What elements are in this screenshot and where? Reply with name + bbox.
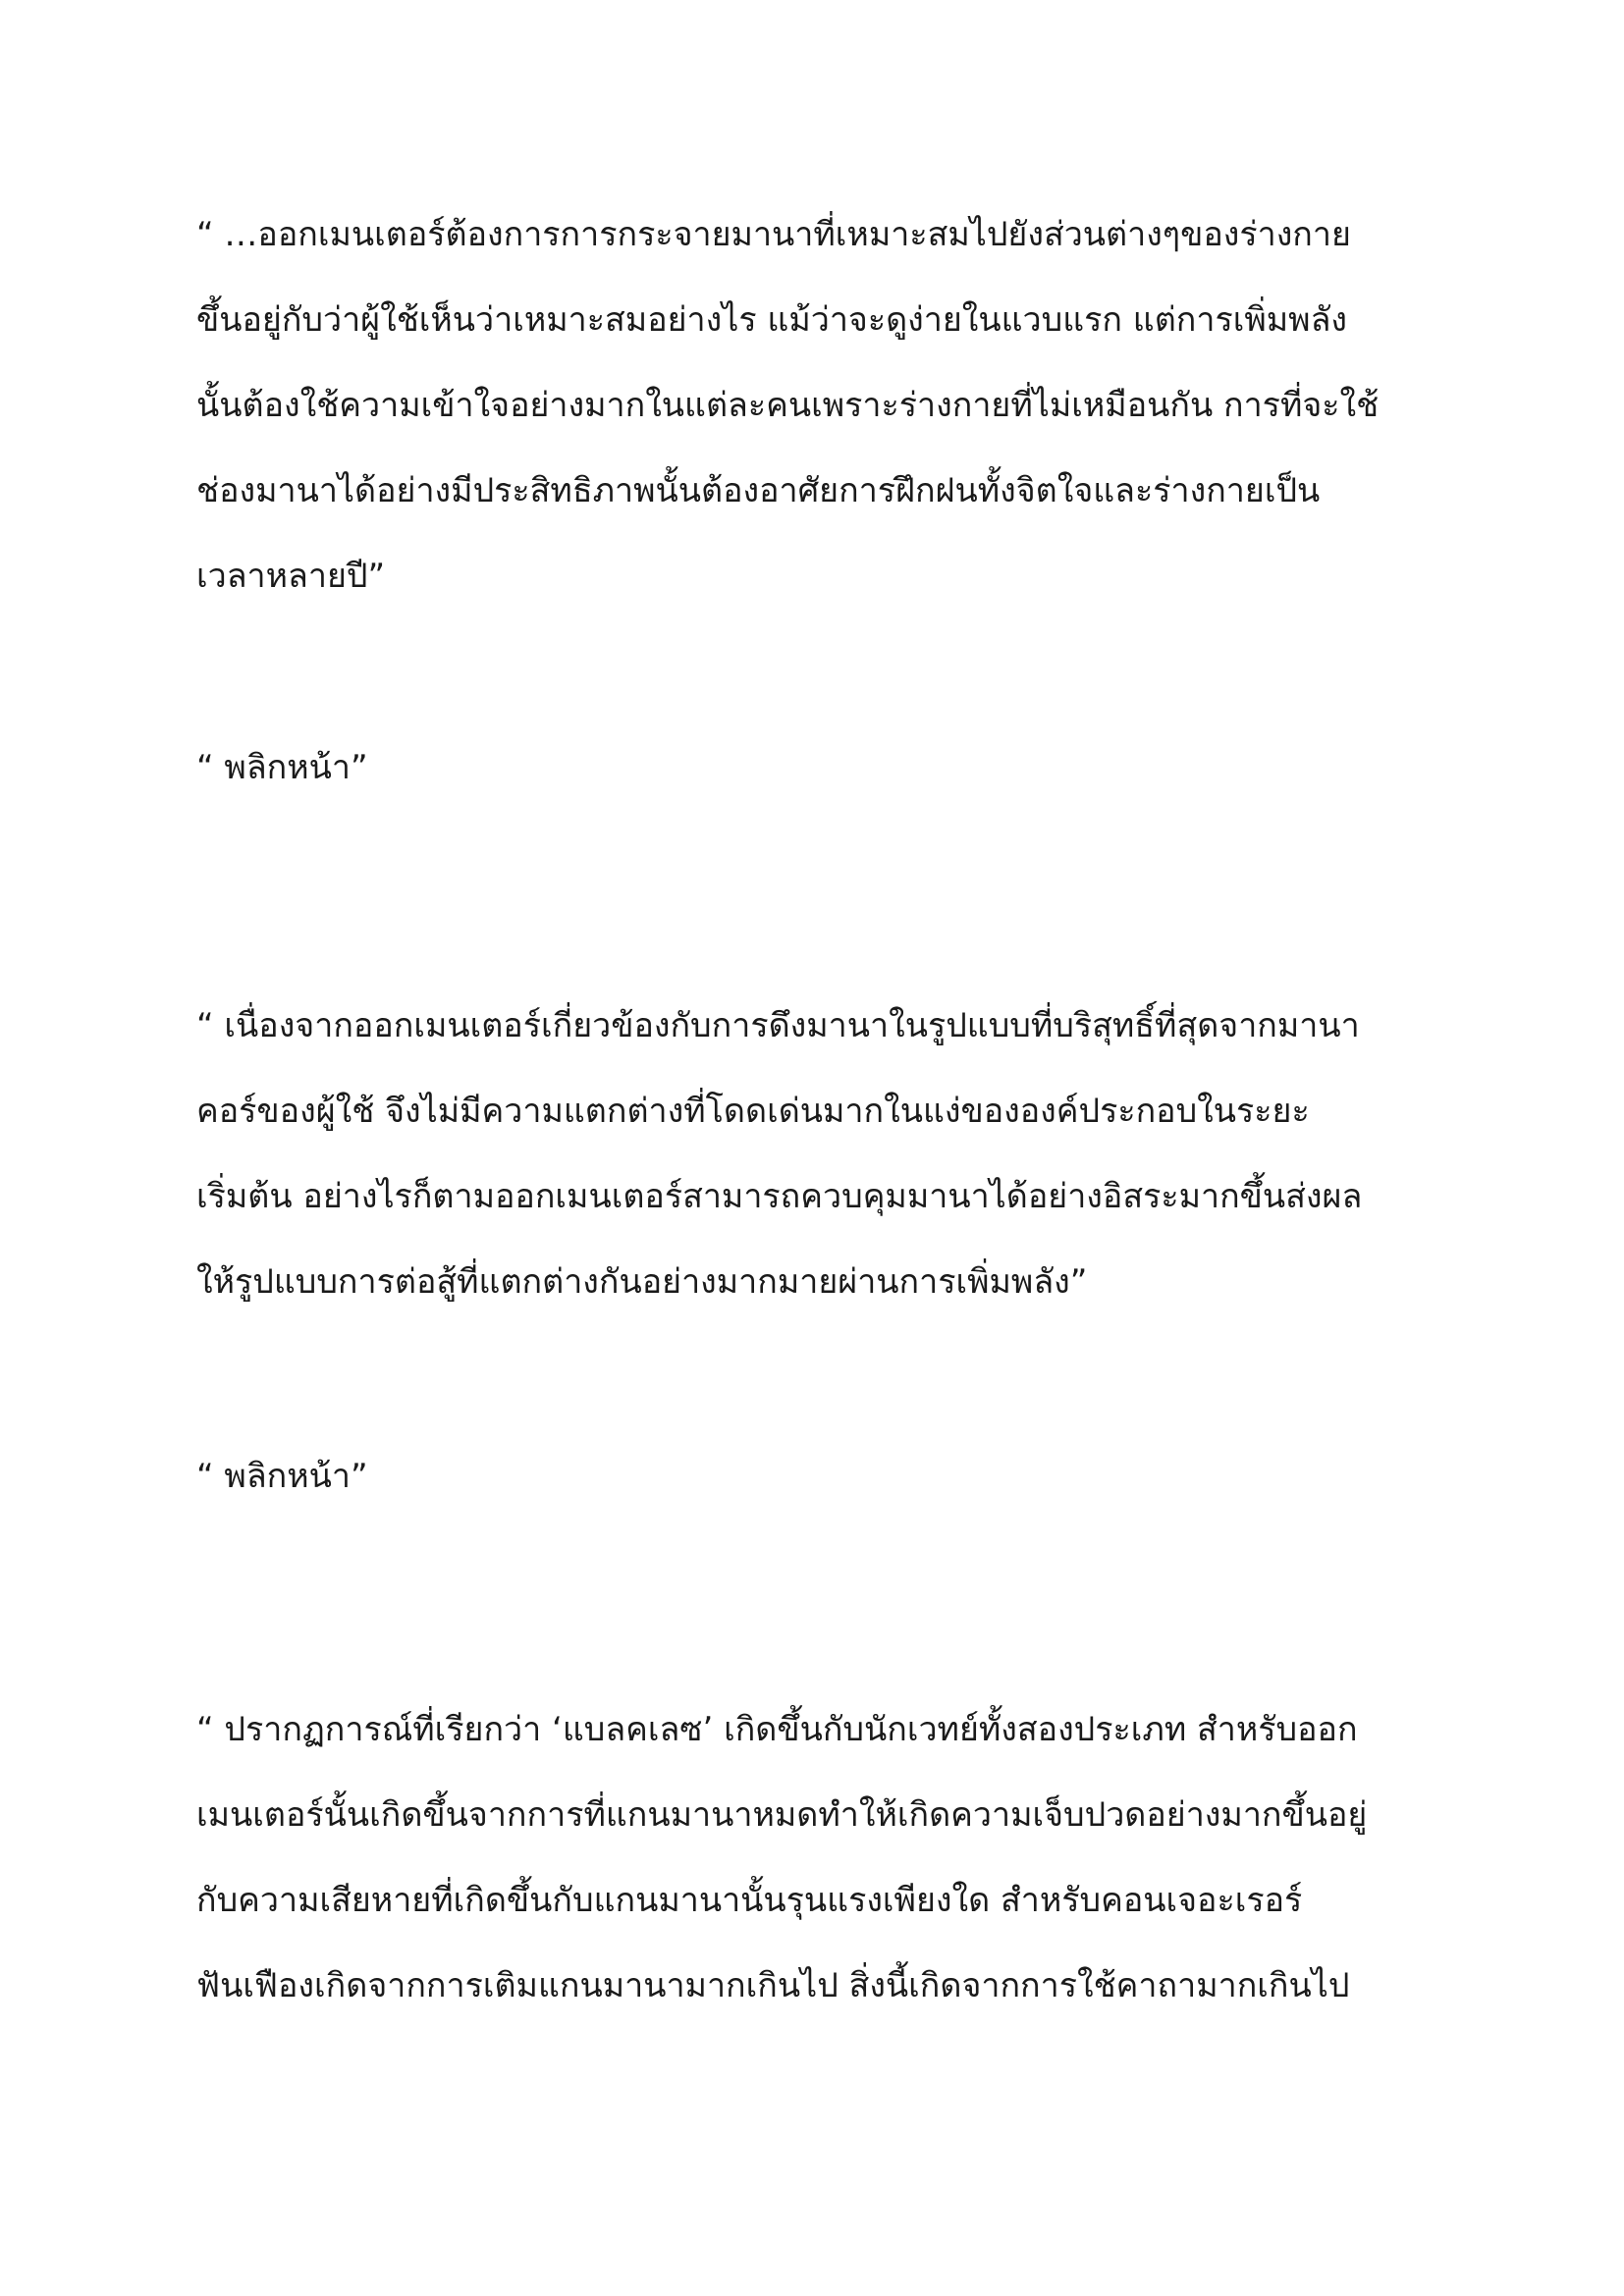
paragraph-line: เมนเตอร์นั้นเกิดขึ้นจากการที่แกนมานาหมดทำให้เกิดความเจ็บปวดอย่างมากขึ้นอยู่ bbox=[196, 1795, 1368, 1835]
paragraph-line: ฟันเฟืองเกิดจากการเติมแกนมานามากเกินไป สิ่งนี้เกิดจากการใช้คาถามากเกินไป bbox=[196, 1966, 1350, 2005]
page-flip-text: “ พลิกหน้า” bbox=[196, 1457, 368, 1496]
paragraph-line: กับความเสียหายที่เกิดขึ้นกับแกนมานานั้นรุนแรงเพียงใด สำหรับคอนเจอะเรอร์ bbox=[196, 1881, 1303, 1920]
paragraph-line: ให้รูปแบบการต่อสู้ที่แตกต่างกันอย่างมากมายผ่านการเพิ่มพลัง” bbox=[196, 1262, 1088, 1302]
paragraph-line: ขึ้นอยู่กับว่าผู้ใช้เห็นว่าเหมาะสมอย่างไร แม้ว่าจะดูง่ายในแวบแรก แต่การเพิ่มพลัง bbox=[196, 300, 1348, 340]
page-flip-text: “ พลิกหน้า” bbox=[196, 748, 368, 787]
paragraph-line: “ …ออกเมนเตอร์ต้องการการกระจายมานาที่เหมาะสมไปยังส่วนต่างๆของร่างกาย bbox=[196, 215, 1351, 254]
paragraph-line: เริ่มต้น อย่างไรก็ตามออกเมนเตอร์สามารถควบคุมมานาได้อย่างอิสระมากขึ้นส่งผล bbox=[196, 1177, 1363, 1216]
paragraph-line: ช่องมานาได้อย่างมีประสิทธิภาพนั้นต้องอาศัยการฝึกฝนทั้งจิตใจและร่างกายเป็น bbox=[196, 471, 1321, 510]
paragraph-line: “ เนื่องจากออกเมนเตอร์เกี่ยวข้องกับการดึงมานาในรูปแบบที่บริสุทธิ์ที่สุดจากมานา bbox=[196, 1006, 1360, 1045]
paragraph-line: นั้นต้องใช้ความเข้าใจอย่างมากในแต่ละคนเพราะร่างกายที่ไม่เหมือนกัน การที่จะใช้ bbox=[196, 386, 1380, 425]
paragraph-line: “ ปรากฏการณ์ที่เรียกว่า ‘แบลคเลซ’ เกิดขึ้นกับนักเวทย์ทั้งสองประเภท สำหรับออก bbox=[196, 1710, 1358, 1749]
paragraph-line: คอร์ของผู้ใช้ จึงไม่มีความแตกต่างที่โดดเด่นมากในแง่ขององค์ประกอบในระยะ bbox=[196, 1092, 1310, 1131]
paragraph-line: เวลาหลายปี” bbox=[196, 557, 386, 596]
